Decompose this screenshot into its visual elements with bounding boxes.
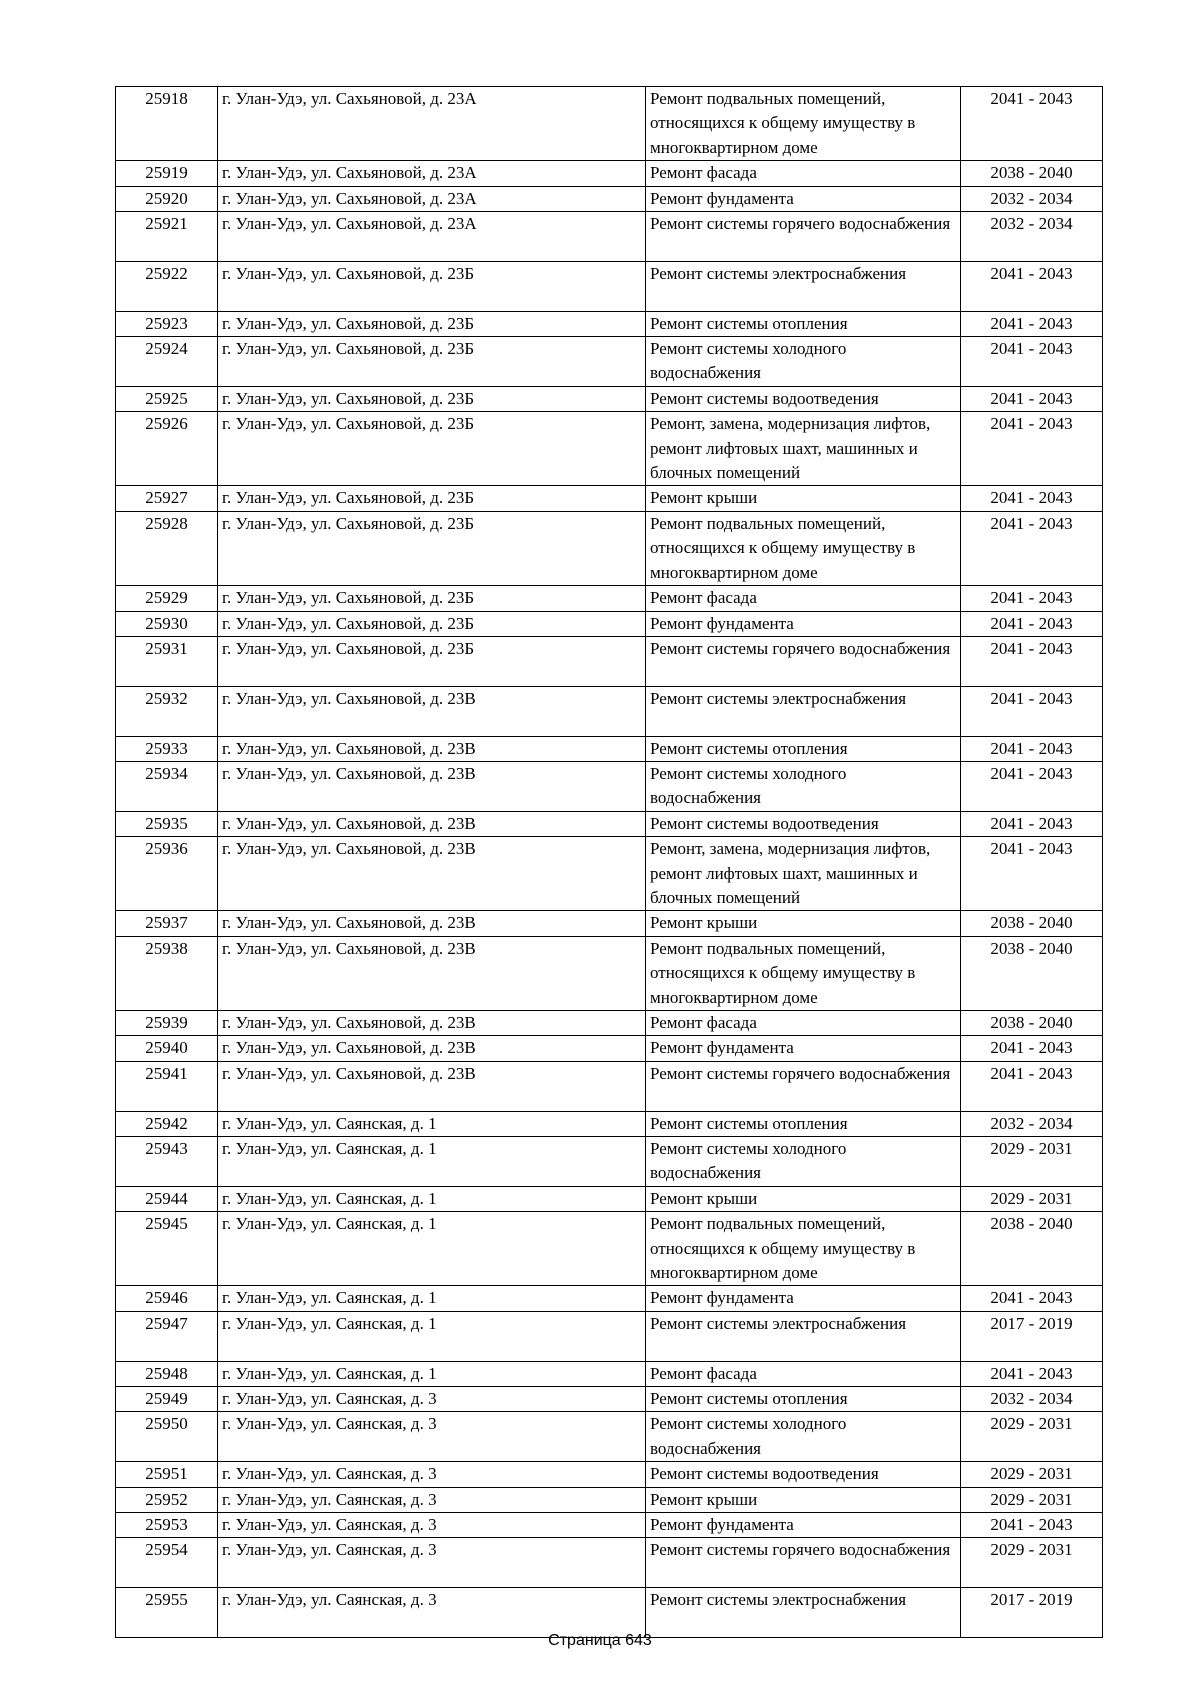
table-row	[116, 486, 1103, 511]
row-address: г. Улан-Удэ, ул. Саянская, д. 1	[218, 1361, 646, 1386]
row-number: 25936	[116, 837, 218, 911]
row-period: 2029 - 2031	[961, 1487, 1103, 1512]
row-period: 2041 - 2043	[961, 1361, 1103, 1386]
row-work-type: Ремонт фасада	[646, 1010, 961, 1035]
row-number: 25950	[116, 1412, 218, 1462]
row-address: г. Улан-Удэ, ул. Саянская, д. 3	[218, 1412, 646, 1462]
row-work-type: Ремонт системы горячего водоснабжения	[646, 212, 961, 262]
row-work-type: Ремонт системы электроснабжения	[646, 1311, 961, 1361]
row-work-type: Ремонт системы электроснабжения	[646, 1588, 961, 1638]
table-row	[116, 761, 1103, 811]
table-row	[116, 311, 1103, 336]
table-row	[116, 911, 1103, 936]
table-row	[116, 811, 1103, 836]
row-address: г. Улан-Удэ, ул. Сахьяновой, д. 23А	[218, 212, 646, 262]
row-number: 25941	[116, 1061, 218, 1111]
row-number: 25928	[116, 511, 218, 585]
row-period: 2029 - 2031	[961, 1462, 1103, 1487]
table-row	[116, 87, 1103, 161]
row-address: г. Улан-Удэ, ул. Сахьяновой, д. 23В	[218, 1010, 646, 1035]
row-period: 2032 - 2034	[961, 212, 1103, 262]
table-row	[116, 186, 1103, 211]
row-address: г. Улан-Удэ, ул. Сахьяновой, д. 23В	[218, 936, 646, 1010]
row-number: 25944	[116, 1186, 218, 1211]
row-work-type: Ремонт фасада	[646, 1361, 961, 1386]
table-row	[116, 386, 1103, 411]
table-row	[116, 837, 1103, 911]
row-work-type: Ремонт фундамента	[646, 186, 961, 211]
row-period: 2029 - 2031	[961, 1412, 1103, 1462]
row-work-type: Ремонт подвальных помещений, относящихся к общему имуществу в многоквартирном доме	[646, 511, 961, 585]
row-number: 25930	[116, 611, 218, 636]
row-period: 2041 - 2043	[961, 761, 1103, 811]
row-period: 2041 - 2043	[961, 511, 1103, 585]
row-period: 2041 - 2043	[961, 311, 1103, 336]
row-work-type: Ремонт системы холодного водоснабжения	[646, 337, 961, 387]
table-row	[116, 511, 1103, 585]
table-row	[116, 1136, 1103, 1186]
row-address: г. Улан-Удэ, ул. Саянская, д. 1	[218, 1136, 646, 1186]
row-period: 2038 - 2040	[961, 911, 1103, 936]
row-work-type: Ремонт крыши	[646, 486, 961, 511]
row-work-type: Ремонт системы электроснабжения	[646, 686, 961, 736]
row-address: г. Улан-Удэ, ул. Сахьяновой, д. 23В	[218, 761, 646, 811]
table-row	[116, 1513, 1103, 1538]
row-address: г. Улан-Удэ, ул. Сахьяновой, д. 23Б	[218, 261, 646, 311]
row-period: 2041 - 2043	[961, 736, 1103, 761]
row-address: г. Улан-Удэ, ул. Сахьяновой, д. 23Б	[218, 611, 646, 636]
row-number: 25933	[116, 736, 218, 761]
row-work-type: Ремонт системы отопления	[646, 1387, 961, 1412]
table-row	[116, 936, 1103, 1010]
row-work-type: Ремонт системы водоотведения	[646, 386, 961, 411]
row-period: 2041 - 2043	[961, 486, 1103, 511]
row-work-type: Ремонт системы отопления	[646, 1111, 961, 1136]
row-period: 2041 - 2043	[961, 337, 1103, 387]
row-number: 25920	[116, 186, 218, 211]
table-row	[116, 1412, 1103, 1462]
table-row	[116, 1361, 1103, 1386]
row-work-type: Ремонт крыши	[646, 911, 961, 936]
row-work-type: Ремонт крыши	[646, 1186, 961, 1211]
table-row	[116, 412, 1103, 486]
row-period: 2041 - 2043	[961, 686, 1103, 736]
row-period: 2038 - 2040	[961, 936, 1103, 1010]
row-period: 2038 - 2040	[961, 161, 1103, 186]
row-address: г. Улан-Удэ, ул. Саянская, д. 1	[218, 1212, 646, 1286]
row-address: г. Улан-Удэ, ул. Саянская, д. 1	[218, 1311, 646, 1361]
table-row	[116, 1111, 1103, 1136]
row-number: 25919	[116, 161, 218, 186]
row-number: 25935	[116, 811, 218, 836]
row-address: г. Улан-Удэ, ул. Саянская, д. 3	[218, 1588, 646, 1638]
table-row	[116, 1588, 1103, 1638]
row-period: 2038 - 2040	[961, 1010, 1103, 1035]
row-number: 25924	[116, 337, 218, 387]
row-address: г. Улан-Удэ, ул. Сахьяновой, д. 23В	[218, 686, 646, 736]
row-address: г. Улан-Удэ, ул. Сахьяновой, д. 23Б	[218, 636, 646, 686]
row-period: 2041 - 2043	[961, 412, 1103, 486]
row-number: 25925	[116, 386, 218, 411]
row-number: 25938	[116, 936, 218, 1010]
row-address: г. Улан-Удэ, ул. Сахьяновой, д. 23А	[218, 186, 646, 211]
table-row	[116, 686, 1103, 736]
row-address: г. Улан-Удэ, ул. Саянская, д. 1	[218, 1186, 646, 1211]
row-number: 25943	[116, 1136, 218, 1186]
table-row	[116, 1212, 1103, 1286]
table-row	[116, 1487, 1103, 1512]
row-address: г. Улан-Удэ, ул. Сахьяновой, д. 23Б	[218, 412, 646, 486]
row-work-type: Ремонт подвальных помещений, относящихся к общему имуществу в многоквартирном доме	[646, 87, 961, 161]
row-number: 25942	[116, 1111, 218, 1136]
row-work-type: Ремонт системы горячего водоснабжения	[646, 1538, 961, 1588]
table-row	[116, 611, 1103, 636]
row-work-type: Ремонт, замена, модернизация лифтов, ремонт лифтовых шахт, машинных и блочных помещений	[646, 412, 961, 486]
row-period: 2041 - 2043	[961, 1286, 1103, 1311]
repair-schedule-table	[115, 86, 1103, 1638]
row-address: г. Улан-Удэ, ул. Саянская, д. 1	[218, 1111, 646, 1136]
row-address: г. Улан-Удэ, ул. Сахьяновой, д. 23Б	[218, 337, 646, 387]
row-number: 25926	[116, 412, 218, 486]
row-number: 25946	[116, 1286, 218, 1311]
row-period: 2041 - 2043	[961, 1061, 1103, 1111]
row-number: 25929	[116, 586, 218, 611]
row-period: 2032 - 2034	[961, 1111, 1103, 1136]
row-period: 2041 - 2043	[961, 811, 1103, 836]
row-address: г. Улан-Удэ, ул. Сахьяновой, д. 23В	[218, 811, 646, 836]
row-period: 2041 - 2043	[961, 386, 1103, 411]
table-row	[116, 1061, 1103, 1111]
row-number: 25951	[116, 1462, 218, 1487]
row-work-type: Ремонт системы горячего водоснабжения	[646, 1061, 961, 1111]
row-number: 25949	[116, 1387, 218, 1412]
table-row	[116, 1311, 1103, 1361]
row-period: 2041 - 2043	[961, 87, 1103, 161]
row-number: 25934	[116, 761, 218, 811]
row-number: 25953	[116, 1513, 218, 1538]
table-row	[116, 1010, 1103, 1035]
row-number: 25923	[116, 311, 218, 336]
row-number: 25918	[116, 87, 218, 161]
table-row	[116, 586, 1103, 611]
table-row	[116, 1387, 1103, 1412]
table-row	[116, 1538, 1103, 1588]
row-period: 2032 - 2034	[961, 1387, 1103, 1412]
row-address: г. Улан-Удэ, ул. Сахьяновой, д. 23В	[218, 837, 646, 911]
row-work-type: Ремонт системы водоотведения	[646, 811, 961, 836]
row-period: 2032 - 2034	[961, 186, 1103, 211]
table-row	[116, 1286, 1103, 1311]
row-address: г. Улан-Удэ, ул. Сахьяновой, д. 23В	[218, 736, 646, 761]
row-number: 25937	[116, 911, 218, 936]
row-period: 2017 - 2019	[961, 1588, 1103, 1638]
row-period: 2038 - 2040	[961, 1212, 1103, 1286]
row-period: 2029 - 2031	[961, 1186, 1103, 1211]
table-row	[116, 261, 1103, 311]
row-work-type: Ремонт системы отопления	[646, 736, 961, 761]
row-work-type: Ремонт крыши	[646, 1487, 961, 1512]
row-number: 25948	[116, 1361, 218, 1386]
row-work-type: Ремонт, замена, модернизация лифтов, ремонт лифтовых шахт, машинных и блочных помещений	[646, 837, 961, 911]
table-row	[116, 1186, 1103, 1211]
row-address: г. Улан-Удэ, ул. Сахьяновой, д. 23Б	[218, 586, 646, 611]
row-number: 25945	[116, 1212, 218, 1286]
row-work-type: Ремонт системы горячего водоснабжения	[646, 636, 961, 686]
row-work-type: Ремонт фасада	[646, 161, 961, 186]
row-number: 25921	[116, 212, 218, 262]
row-period: 2041 - 2043	[961, 1513, 1103, 1538]
table-row	[116, 1036, 1103, 1061]
row-period: 2041 - 2043	[961, 261, 1103, 311]
row-address: г. Улан-Удэ, ул. Саянская, д. 3	[218, 1487, 646, 1512]
row-period: 2041 - 2043	[961, 586, 1103, 611]
row-number: 25931	[116, 636, 218, 686]
table-row	[116, 337, 1103, 387]
row-period: 2041 - 2043	[961, 636, 1103, 686]
row-number: 25939	[116, 1010, 218, 1035]
row-work-type: Ремонт системы электроснабжения	[646, 261, 961, 311]
row-work-type: Ремонт системы холодного водоснабжения	[646, 1136, 961, 1186]
row-address: г. Улан-Удэ, ул. Сахьяновой, д. 23А	[218, 87, 646, 161]
row-work-type: Ремонт фундамента	[646, 1513, 961, 1538]
row-work-type: Ремонт системы холодного водоснабжения	[646, 1412, 961, 1462]
row-address: г. Улан-Удэ, ул. Саянская, д. 3	[218, 1462, 646, 1487]
row-address: г. Улан-Удэ, ул. Сахьяновой, д. 23А	[218, 161, 646, 186]
row-address: г. Улан-Удэ, ул. Саянская, д. 3	[218, 1387, 646, 1412]
page-number: Страница 643	[548, 1632, 652, 1649]
row-number: 25954	[116, 1538, 218, 1588]
table-body	[116, 87, 1103, 1638]
row-work-type: Ремонт фундамента	[646, 1036, 961, 1061]
table-row	[116, 736, 1103, 761]
table-row	[116, 212, 1103, 262]
row-period: 2029 - 2031	[961, 1538, 1103, 1588]
row-number: 25940	[116, 1036, 218, 1061]
row-work-type: Ремонт системы отопления	[646, 311, 961, 336]
row-work-type: Ремонт системы холодного водоснабжения	[646, 761, 961, 811]
row-address: г. Улан-Удэ, ул. Сахьяновой, д. 23В	[218, 1036, 646, 1061]
row-period: 2041 - 2043	[961, 611, 1103, 636]
row-address: г. Улан-Удэ, ул. Сахьяновой, д. 23В	[218, 911, 646, 936]
row-address: г. Улан-Удэ, ул. Сахьяновой, д. 23Б	[218, 486, 646, 511]
row-work-type: Ремонт подвальных помещений, относящихся к общему имуществу в многоквартирном доме	[646, 936, 961, 1010]
row-number: 25922	[116, 261, 218, 311]
row-address: г. Улан-Удэ, ул. Сахьяновой, д. 23В	[218, 1061, 646, 1111]
row-period: 2041 - 2043	[961, 1036, 1103, 1061]
row-address: г. Улан-Удэ, ул. Саянская, д. 3	[218, 1538, 646, 1588]
table-row	[116, 1462, 1103, 1487]
row-work-type: Ремонт фасада	[646, 586, 961, 611]
row-period: 2029 - 2031	[961, 1136, 1103, 1186]
row-work-type: Ремонт фундамента	[646, 1286, 961, 1311]
row-number: 25947	[116, 1311, 218, 1361]
row-work-type: Ремонт фундамента	[646, 611, 961, 636]
row-number: 25927	[116, 486, 218, 511]
row-work-type: Ремонт системы водоотведения	[646, 1462, 961, 1487]
row-work-type: Ремонт подвальных помещений, относящихся к общему имуществу в многоквартирном доме	[646, 1212, 961, 1286]
row-address: г. Улан-Удэ, ул. Саянская, д. 1	[218, 1286, 646, 1311]
row-address: г. Улан-Удэ, ул. Саянская, д. 3	[218, 1513, 646, 1538]
row-address: г. Улан-Удэ, ул. Сахьяновой, д. 23Б	[218, 311, 646, 336]
row-period: 2041 - 2043	[961, 837, 1103, 911]
table-row	[116, 636, 1103, 686]
table-row	[116, 161, 1103, 186]
row-period: 2017 - 2019	[961, 1311, 1103, 1361]
row-number: 25932	[116, 686, 218, 736]
row-number: 25952	[116, 1487, 218, 1512]
row-number: 25955	[116, 1588, 218, 1638]
row-address: г. Улан-Удэ, ул. Сахьяновой, д. 23Б	[218, 386, 646, 411]
row-address: г. Улан-Удэ, ул. Сахьяновой, д. 23Б	[218, 511, 646, 585]
